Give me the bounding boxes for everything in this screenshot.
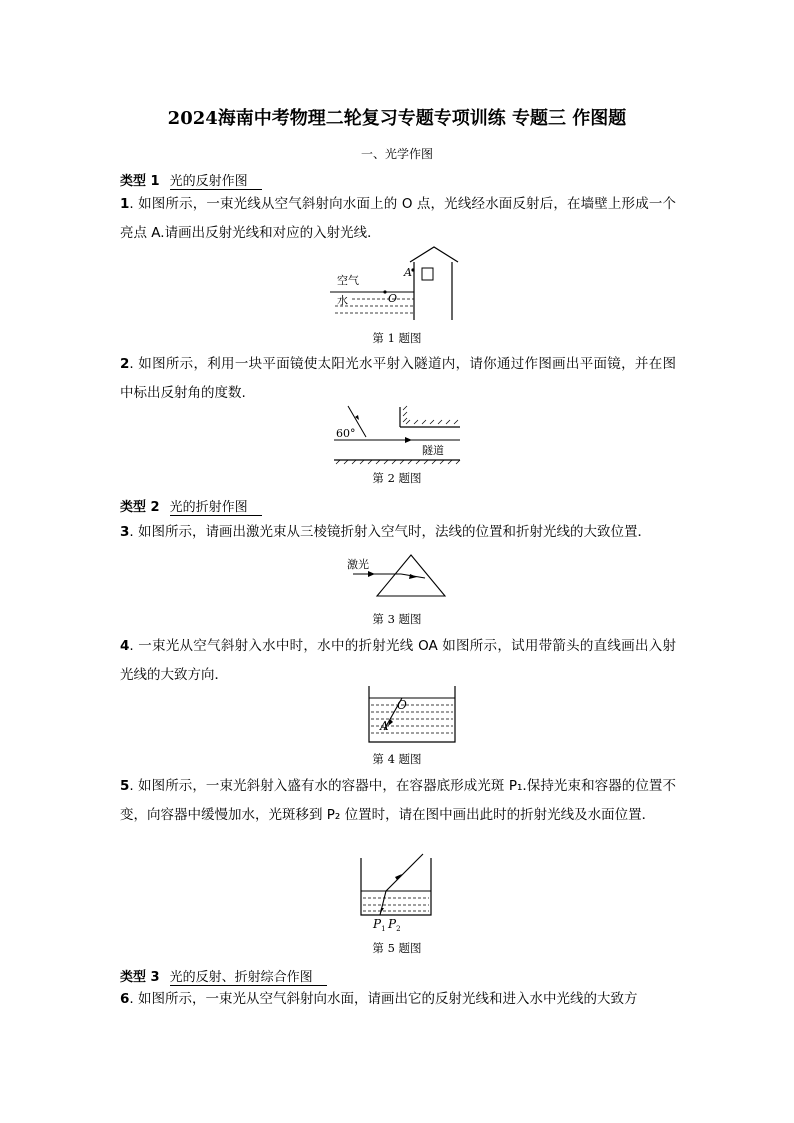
laser-label: 激光 <box>347 558 369 571</box>
figure-5-caption: 第 5 题图 <box>372 941 422 955</box>
figure-5 <box>355 850 440 935</box>
section-heading: 一、光学作图 <box>360 147 433 161</box>
figure-2-caption: 第 2 题图 <box>372 471 422 485</box>
figure-3-caption: 第 3 题图 <box>372 612 422 626</box>
figure-1-caption: 第 1 题图 <box>372 331 422 345</box>
point-a-label: A <box>380 719 389 733</box>
question-number: 4 <box>120 638 130 654</box>
question-text: . 如图所示，请画出激光束从三棱镜折射入空气时，法线的位置和折射光线的大致位置． <box>129 524 651 540</box>
tunnel-label: 隧道 <box>422 444 444 457</box>
question-5 <box>120 772 676 830</box>
type-name: 光的反射作图 <box>170 170 262 190</box>
question-text: . 如图所示，一束光斜射入盛有水的容器中，在容器底形成光斑 P₁.保持光束和容器的位置不变，向容器中缓慢加水，光斑移到 P₂ 位置时，请在图中画出此时的折射光线及水面位置． <box>120 778 676 823</box>
page-title: 2024海南中考物理二轮复习专题专项训练 专题三 作图题 <box>167 108 627 129</box>
question-number: 5 <box>120 778 130 794</box>
type-heading-2 <box>120 496 262 516</box>
point-o-label: O <box>388 292 398 305</box>
type-label: 类型 2 <box>120 500 160 515</box>
type-name: 光的反射、折射综合作图 <box>170 966 327 986</box>
question-text: . 如图所示，一束光从空气斜射向水面，请画出它的反射光线和进入水中光线的大致方 <box>129 991 638 1007</box>
type-heading-3 <box>120 966 327 986</box>
question-number: 3 <box>120 524 130 540</box>
figure-2 <box>330 400 465 465</box>
question-text: . 如图所示，利用一块平面镜使太阳光水平射入隧道内，请你通过作图画出平面镜，并在图中标出反射角的度数. <box>120 356 676 401</box>
angle-label: 60° <box>336 427 356 440</box>
question-number: 6 <box>120 991 130 1007</box>
point-a-label: A <box>404 266 412 279</box>
question-text: . 一束光从空气斜射入水中时，水中的折射光线 OA 如图所示，试用带箭头的直线画出入射光线的大致方向． <box>120 638 676 683</box>
type-name: 光的折射作图 <box>170 496 262 516</box>
question-number: 2 <box>120 356 130 372</box>
question-3 <box>120 518 676 547</box>
p2-label: $P_2$ <box>388 917 401 933</box>
water-label: 水 <box>337 294 348 307</box>
air-label: 空气 <box>337 274 359 287</box>
question-number: 1 <box>120 196 130 212</box>
p1-label: $P_1$ <box>373 917 386 933</box>
type-label: 类型 1 <box>120 174 160 189</box>
figure-3 <box>345 552 450 602</box>
question-text: . 如图所示，一束光线从空气斜射向水面上的 O 点，光线经水面反射后，在墙壁上形成一个亮点 A.请画出反射光线和对应的入射光线． <box>120 196 676 241</box>
question-6 <box>120 985 676 1014</box>
type-heading-1 <box>120 170 262 190</box>
question-4 <box>120 632 676 690</box>
point-o-label: O <box>397 698 407 712</box>
figure-1 <box>330 244 470 324</box>
figure-4 <box>364 684 460 744</box>
figure-4-caption: 第 4 题图 <box>372 752 422 766</box>
question-1 <box>120 190 676 248</box>
type-label: 类型 3 <box>120 970 160 985</box>
